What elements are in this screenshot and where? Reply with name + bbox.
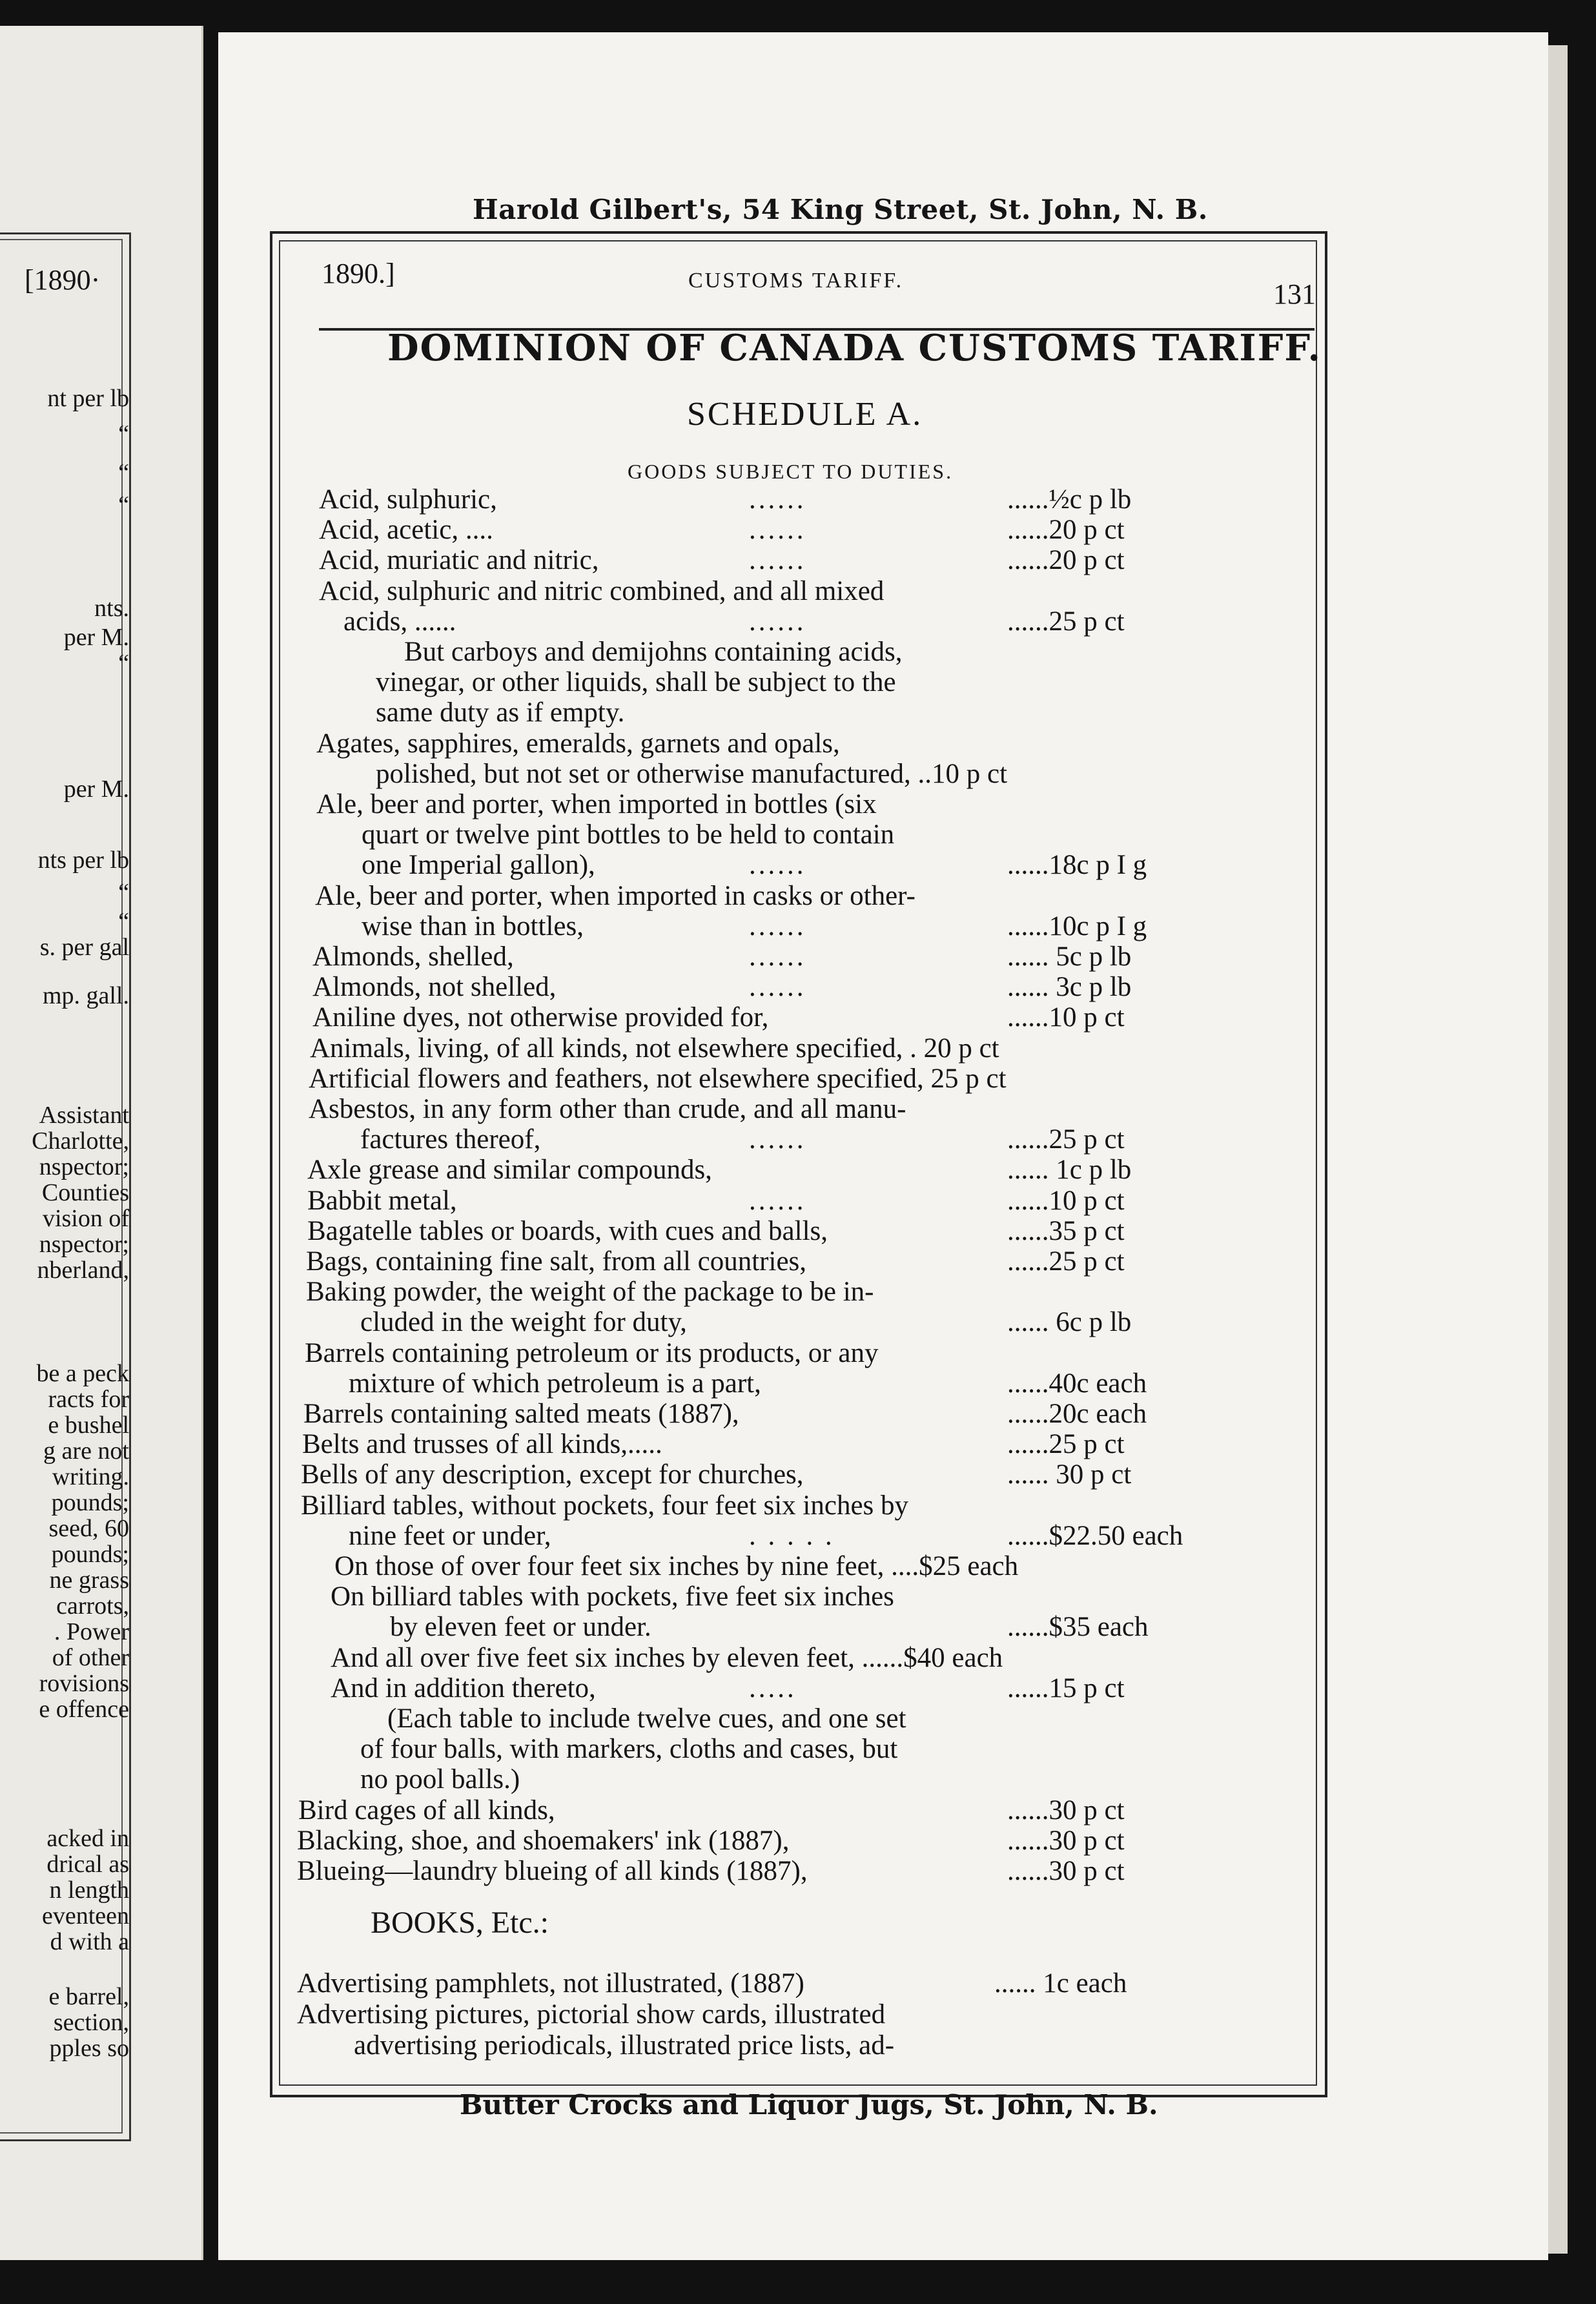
left-page-line: nspector; bbox=[39, 1153, 129, 1180]
tariff-entry-text: Blacking, shoe, and shoemakers' ink (1887), bbox=[297, 1826, 790, 1856]
left-page-line: e offence bbox=[39, 1696, 129, 1723]
tariff-entry-text: factures thereof, bbox=[360, 1124, 541, 1155]
leader-dots: ...... bbox=[749, 606, 806, 637]
left-page-line: nts per lb bbox=[37, 847, 129, 874]
duty-rate: ......18c p I g bbox=[1007, 850, 1147, 880]
duty-rate: ......15 p ct bbox=[1007, 1673, 1125, 1703]
left-page-line: s. per gal bbox=[39, 934, 129, 961]
duty-rate: ......20 p ct bbox=[1007, 545, 1125, 575]
tariff-entry-text: Acid, muriatic and nitric, bbox=[319, 545, 599, 575]
leader-dots: ...... bbox=[749, 941, 806, 972]
tariff-entry-text: quart or twelve pint bottles to be held to contain bbox=[362, 819, 895, 850]
tariff-entry-text: Billiard tables, without pockets, four feet six inches by bbox=[301, 1490, 909, 1521]
leader-dots: ...... bbox=[749, 1124, 806, 1155]
left-page-line: per M. bbox=[63, 624, 129, 651]
page-number: 131 bbox=[1273, 278, 1316, 310]
duty-rate: ......½c p lb bbox=[1007, 484, 1132, 515]
left-page-line: of other bbox=[52, 1644, 129, 1671]
left-page-line: carrots, bbox=[56, 1592, 129, 1620]
leader-dots: ...... bbox=[749, 545, 806, 575]
books-entry-text: advertising periodicals, illustrated price lists, ad- bbox=[354, 2030, 895, 2061]
left-page-line: ne grass bbox=[49, 1567, 129, 1594]
tariff-entry-text: (Each table to include twelve cues, and one set bbox=[387, 1703, 906, 1734]
left-page-line: nt per lb bbox=[47, 385, 129, 412]
tariff-entry-text: Babbit metal, bbox=[307, 1186, 457, 1216]
tariff-entry-text: Axle grease and similar compounds, bbox=[307, 1155, 712, 1185]
tariff-entry-text: by eleven feet or under. bbox=[390, 1612, 651, 1642]
leader-dots: ...... bbox=[749, 484, 806, 515]
left-page-line: writing. bbox=[52, 1463, 129, 1490]
left-page-line: eventeen bbox=[41, 1902, 129, 1929]
left-page-line: e barrel, bbox=[48, 1983, 129, 2010]
duty-rate: ......25 p ct bbox=[1007, 1246, 1125, 1277]
tariff-entry-text: Barrels containing salted meats (1887), bbox=[303, 1399, 739, 1429]
tariff-entry-text: one Imperial gallon), bbox=[362, 850, 595, 880]
left-page-line: mp. gall. bbox=[42, 982, 129, 1009]
left-page-line: “ bbox=[118, 650, 129, 677]
running-head-year: 1890.] bbox=[322, 258, 395, 289]
tariff-entry-text: mixture of which petroleum is a part, bbox=[349, 1368, 761, 1399]
duty-rate: ......30 p ct bbox=[1007, 1795, 1125, 1826]
duty-rate: ...... 1c p lb bbox=[1007, 1155, 1132, 1185]
left-page-line: “ bbox=[118, 459, 129, 486]
duty-rate: ...... 5c p lb bbox=[1007, 941, 1132, 972]
tariff-entry-text: same duty as if empty. bbox=[376, 697, 625, 728]
tariff-entry-text: nine feet or under, bbox=[349, 1521, 551, 1551]
page-edge bbox=[1548, 45, 1568, 2254]
tariff-entry-text: polished, but not set or otherwise manufactured, ..10 p ct bbox=[376, 759, 1008, 789]
tariff-entry-text: acids, ...... bbox=[343, 606, 456, 637]
duty-rate: ......10 p ct bbox=[1007, 1186, 1125, 1216]
tariff-entry-text: Belts and trusses of all kinds,..... bbox=[302, 1429, 662, 1459]
tariff-entry-text: Barrels containing petroleum or its products, or any bbox=[305, 1338, 879, 1368]
tariff-entry-text: Ale, beer and porter, when imported in casks or other- bbox=[315, 881, 916, 911]
duty-rate: ......25 p ct bbox=[1007, 1124, 1125, 1155]
tariff-entry-text: Acid, sulphuric and nitric combined, and all mixed bbox=[319, 576, 885, 606]
tariff-entry-text: Asbestos, in any form other than crude, and all manu- bbox=[309, 1094, 906, 1124]
running-head-title: CUSTOMS TARIFF. bbox=[688, 269, 904, 293]
tariff-entry-text: Baking powder, the weight of the package to be in- bbox=[306, 1277, 874, 1307]
tariff-entry-text: And all over five feet six inches by eleven feet, ......$40 each bbox=[331, 1643, 1003, 1673]
tariff-entry-text: Agates, sapphires, emeralds, garnets and opals, bbox=[316, 728, 840, 759]
tariff-entry-text: Almonds, not shelled, bbox=[312, 972, 557, 1002]
duty-rate: ......35 p ct bbox=[1007, 1216, 1125, 1246]
tariff-entry-text: On those of over four feet six inches by nine feet, ....$25 each bbox=[334, 1551, 1019, 1581]
books-entry-text: Advertising pictures, pictorial show cards, illustrated bbox=[297, 1999, 886, 2030]
tariff-entry-text: vinegar, or other liquids, shall be subject to the bbox=[376, 667, 896, 697]
left-page-line: section, bbox=[53, 2009, 129, 2036]
left-page-line: “ bbox=[118, 420, 129, 447]
left-page-line: nberland, bbox=[37, 1257, 129, 1284]
left-page-line: g are not bbox=[43, 1437, 129, 1465]
duty-rate: ......$35 each bbox=[1007, 1612, 1149, 1642]
duty-rate: ...... 6c p lb bbox=[1007, 1307, 1132, 1337]
left-page-line: “ bbox=[118, 491, 129, 519]
tariff-entry-text: On billiard tables with pockets, five feet six inches bbox=[331, 1581, 894, 1612]
left-page-line: “ bbox=[118, 908, 129, 935]
left-page-line: nts. bbox=[94, 595, 129, 622]
leader-dots: ...... bbox=[749, 972, 806, 1002]
left-page-line: Charlotte, bbox=[32, 1127, 129, 1155]
left-page-line: vision of bbox=[42, 1205, 129, 1232]
tariff-entry-text: wise than in bottles, bbox=[362, 911, 584, 941]
tariff-entry-text: Artificial flowers and feathers, not elsewhere specified, 25 p ct bbox=[309, 1064, 1007, 1094]
tariff-entry-text: Bird cages of all kinds, bbox=[298, 1795, 555, 1826]
tariff-entry-text: Bags, containing fine salt, from all countries, bbox=[306, 1246, 807, 1277]
duty-rate: ......30 p ct bbox=[1007, 1856, 1125, 1886]
left-page-line: pounds; bbox=[51, 1541, 129, 1568]
left-page-line: “ bbox=[118, 879, 129, 906]
tariff-entry-text: Ale, beer and porter, when imported in bottles (six bbox=[316, 789, 877, 819]
left-page-line: nspector; bbox=[39, 1231, 129, 1258]
advertising-footer: Butter Crocks and Liquor Jugs, St. John, N. B. bbox=[460, 2089, 1158, 2121]
tariff-entry-text: Almonds, shelled, bbox=[312, 941, 514, 972]
left-page-line: pples so bbox=[49, 2035, 129, 2062]
left-facing-page bbox=[0, 26, 203, 2260]
document-title: DOMINION OF CANADA CUSTOMS TARIFF. bbox=[387, 327, 1322, 369]
left-page-year: [1890· bbox=[25, 264, 101, 296]
tariff-entry-text: Acid, acetic, .... bbox=[319, 515, 493, 545]
tariff-entry-text: Acid, sulphuric, bbox=[319, 484, 497, 515]
left-page-line: acked in bbox=[46, 1825, 129, 1852]
left-page-line: Assistant bbox=[39, 1102, 129, 1129]
tariff-entry-text: Bells of any description, except for churches, bbox=[301, 1459, 804, 1490]
left-page-line: pounds; bbox=[51, 1489, 129, 1516]
duty-rate: ......10c p I g bbox=[1007, 911, 1147, 941]
left-page-line: drical as bbox=[46, 1851, 129, 1878]
tariff-entry-text: no pool balls.) bbox=[360, 1764, 520, 1795]
left-page-line: per M. bbox=[63, 776, 129, 803]
leader-dots: ...... bbox=[749, 515, 806, 545]
left-page-line: racts for bbox=[48, 1386, 129, 1413]
leader-dots: ..... bbox=[749, 1673, 797, 1703]
left-page-line: Counties bbox=[41, 1179, 129, 1206]
leader-dots: ...... bbox=[749, 1186, 806, 1216]
tariff-entry-text: But carboys and demijohns containing acids, bbox=[404, 637, 903, 667]
left-page-line: rovisions bbox=[39, 1670, 129, 1697]
left-page-line: n length bbox=[49, 1877, 129, 1904]
duty-rate: ......20c each bbox=[1007, 1399, 1147, 1429]
duty-rate: ...... 3c p lb bbox=[1007, 972, 1132, 1002]
leader-dots: ...... bbox=[749, 850, 806, 880]
duty-rate: ......40c each bbox=[1007, 1368, 1147, 1399]
duty-rate: ......25 p ct bbox=[1007, 606, 1125, 637]
leader-dots: ...... bbox=[749, 911, 806, 941]
left-page-line: d with a bbox=[50, 1928, 129, 1955]
advertising-header: Harold Gilbert's, 54 King Street, St. John, N. B. bbox=[473, 194, 1208, 225]
duty-rate: ...... 30 p ct bbox=[1007, 1459, 1132, 1490]
schedule-heading: SCHEDULE A. bbox=[687, 396, 923, 433]
duty-rate: ......10 p ct bbox=[1007, 1002, 1125, 1033]
tariff-entry-text: of four balls, with markers, cloths and cases, but bbox=[360, 1734, 898, 1764]
section-subheading: GOODS SUBJECT TO DUTIES. bbox=[628, 460, 954, 483]
left-page-line: e bushel bbox=[48, 1412, 129, 1439]
tariff-entry-text: Blueing—laundry blueing of all kinds (1887), bbox=[297, 1856, 808, 1886]
left-page-line: . Power bbox=[54, 1618, 129, 1645]
left-page-line: seed, 60 bbox=[48, 1515, 129, 1542]
tariff-entry-text: And in addition thereto, bbox=[331, 1673, 596, 1703]
duty-rate: ...... 1c each bbox=[994, 1968, 1127, 1999]
duty-rate: ......$22.50 each bbox=[1007, 1521, 1183, 1551]
tariff-entry-text: Animals, living, of all kinds, not elsewhere specified, . 20 p ct bbox=[310, 1033, 999, 1064]
tariff-entry-text: cluded in the weight for duty, bbox=[360, 1307, 687, 1337]
tariff-entry-text: Aniline dyes, not otherwise provided for, bbox=[312, 1002, 769, 1033]
left-page-line: be a peck bbox=[36, 1360, 129, 1387]
tariff-entry-text: Bagatelle tables or boards, with cues and balls, bbox=[307, 1216, 828, 1246]
duty-rate: ......20 p ct bbox=[1007, 515, 1125, 545]
books-heading: BOOKS, Etc.: bbox=[371, 1906, 549, 1940]
duty-rate: ......25 p ct bbox=[1007, 1429, 1125, 1459]
duty-rate: ......30 p ct bbox=[1007, 1826, 1125, 1856]
books-entry-text: Advertising pamphlets, not illustrated, (1887) bbox=[297, 1968, 804, 1999]
leader-dots: . . . . . bbox=[749, 1521, 835, 1551]
